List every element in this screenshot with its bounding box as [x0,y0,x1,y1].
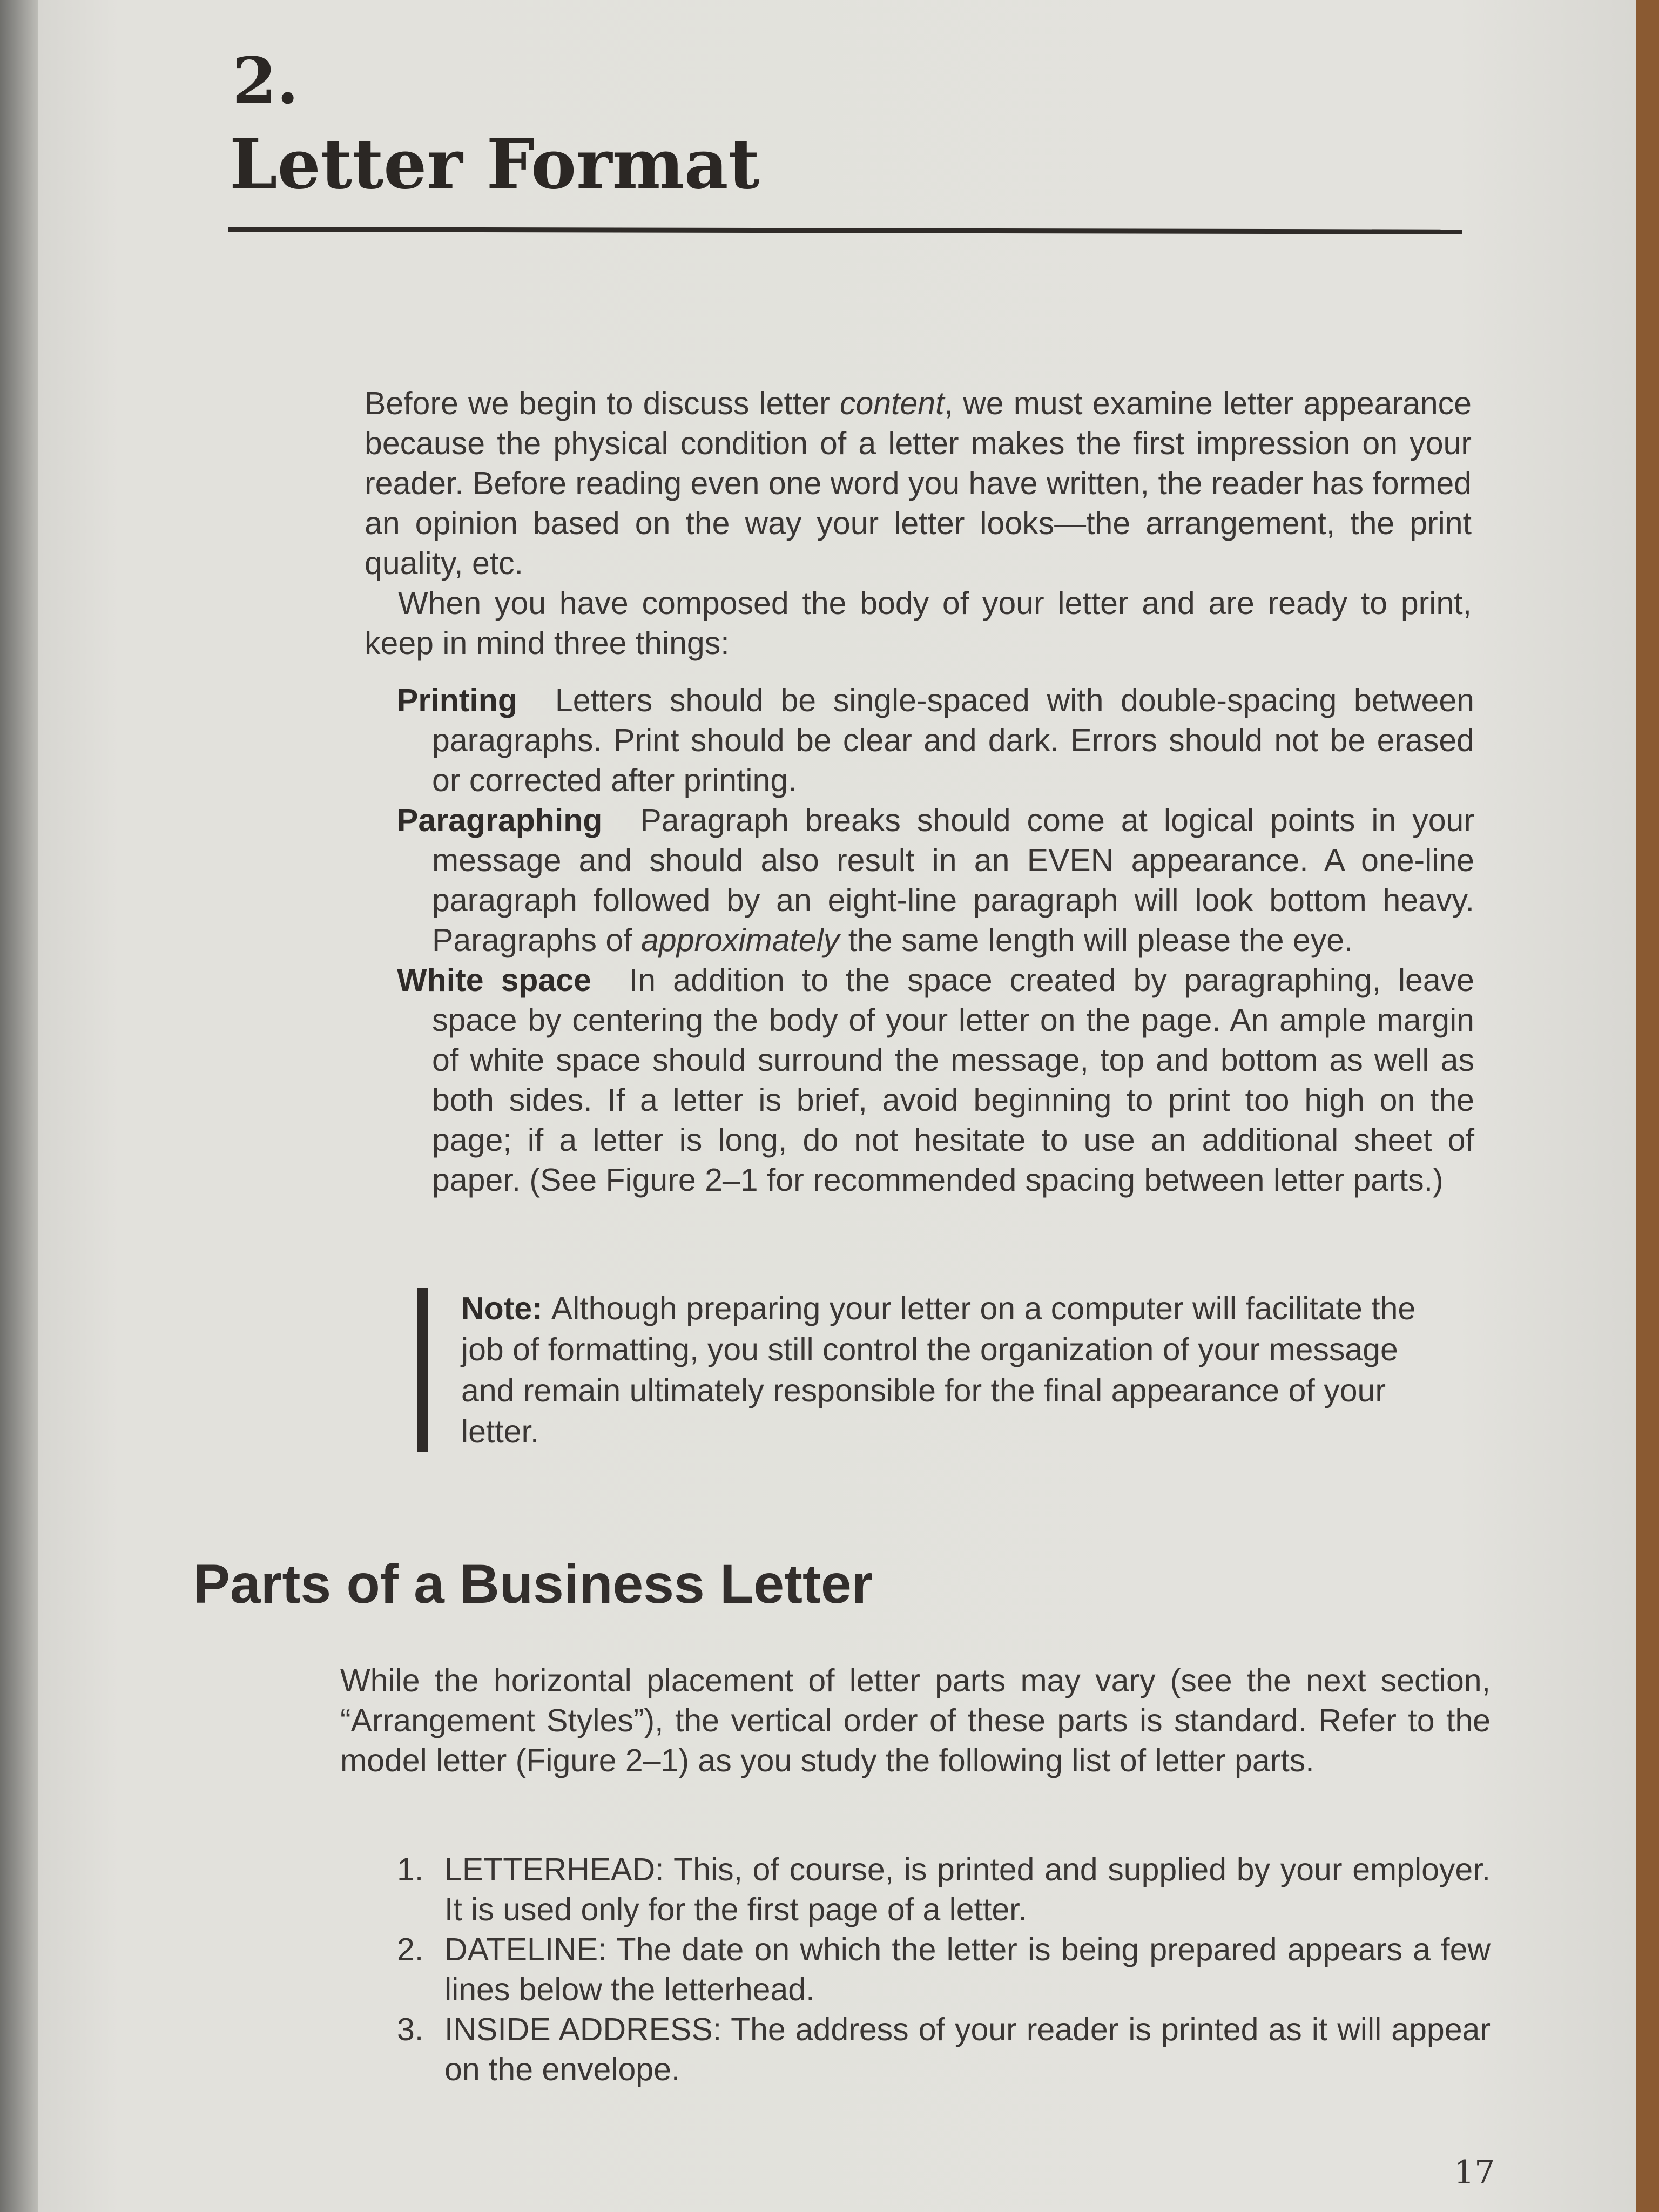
list-text: LETTERHEAD: This, of course, is printed and supplied by your employer. It is used only for the first page of a letter. [444,1852,1491,1927]
list-text: INSIDE ADDRESS: The address of your reader is printed as it will appear on the envelope. [444,2012,1491,2087]
note-box [417,1288,1455,1452]
intro-paragraph-1: Before we begin to discuss letter content, we must examine letter appearance because the physical condition of a letter makes the first impression on your reader. Before reading even one word you have written, the reader has formed an opinion based on the way your letter looks—the arrangement, the print quality, etc. [365,386,1472,581]
term-label: White space [397,962,591,998]
list-item [397,1850,1491,1930]
list-text: DATELINE: The date on which the letter is being prepared appears a few lines below the letterhead. [444,1932,1491,2007]
section-intro: While the horizontal placement of letter parts may vary (see the next section, “Arrangement Styles”), the vertical order of these parts is standard. Refer to the model letter (Figure 2–1) as you study the following list of letter parts. [340,1663,1491,1778]
letter-parts-list [397,1850,1491,2089]
chapter-number: 2. [232,43,299,118]
section-heading: Parts of a Business Letter [193,1553,873,1615]
note-text: Although preparing your letter on a computer will facilitate the job of formatting, you still control the organization of your message and remain ultimately responsible for the final appearance of your letter. [461,1291,1416,1449]
title-rule [228,227,1462,234]
emphasis-approximately: approximately [641,922,840,958]
list-number: 3. [397,2012,424,2047]
emphasis-content: content [839,386,945,421]
term-label: Paragraphing [397,802,603,838]
term-text: Letters should be single-spaced with double-spacing between paragraphs. Print should be clear and dark. Errors should not be erased or corrected after printing. [432,683,1474,798]
list-item [397,1930,1491,2009]
intro-text [365,383,1472,663]
book-gutter [0,0,38,2212]
page-number: 17 [1454,2154,1495,2191]
list-number: 2. [397,1932,424,1967]
intro-paragraph-2: When you have composed the body of your letter and are ready to print, keep in mind three things: [365,585,1472,661]
term-label: Printing [397,683,517,718]
term-paragraphing: Paragraphing Paragraph breaks should come at logical points in your message and should also result in an EVEN appearance. A one-line paragraph followed by an eight-line paragraph will look bottom heavy. Paragraphs of approximately the same length will please the eye. [397,802,1474,958]
term-white-space [397,960,1474,1200]
note-label: Note: [461,1291,543,1326]
term-printing [397,680,1474,800]
list-item [397,2009,1491,2089]
term-text: Paragraph breaks should come at logical points in your message and should also result in an EVEN appearance. A one-line paragraph followed by an eight-line paragraph will look bottom heavy. Paragraphs of [432,802,1474,958]
chapter-title: Letter Format [230,124,760,204]
term-list [397,680,1474,1200]
list-number: 1. [397,1852,424,1887]
term-text: In addition to the space created by paragraphing, leave space by centering the body of your letter on the page. An ample margin of white space should surround the message, top and bottom as well as both sides. If a letter is brief, avoid beginning to print too high on the page; if a letter is long, do not hesitate to use an additional sheet of paper. (See Figure 2–1 for recommended spacing between letter parts.) [432,962,1474,1198]
